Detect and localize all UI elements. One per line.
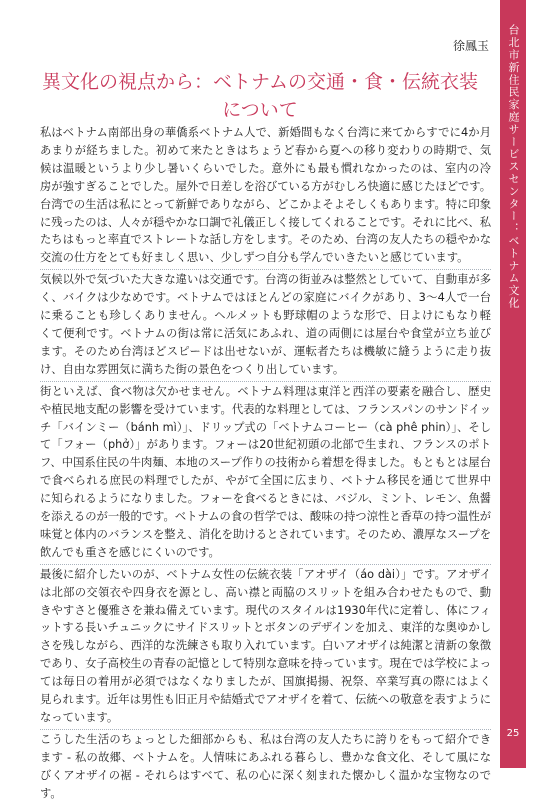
author-name: 徐鳳玉 — [452, 39, 489, 53]
side-tab-label: 台北市新住民家庭サービスセンター：ベトナム文化 — [507, 24, 520, 310]
paragraph-conclusion: こうした生活のちょっとした細部からも、私は台湾の友人たちに誇りをもって紹介できます - 私の故郷、ベトナムを。人情味にあふれる暮らし、豊かな食文化、そして風になびくアオザイの裾 - それらはすべて、私の心に深く刻まれた懐かしく温かな宝物なのです。 — [40, 732, 491, 800]
page-number: 25 — [506, 728, 520, 739]
paragraph-ao-dai: 最後に紹介したいのが、ベトナム女性の伝統衣装「アオザイ（áo dài）」です。アオザイは北部の交領衣や四身衣を源とし、高い襟と両脇のスリットを組み合わせたもので、動きやすさと優雅さを兼ね備えています。現代のスタイルは1930年代に定着し、体にフィットする長いチュニックにサイドスリットとボタンのデザインを加え、東洋的な奥ゆかしさを残しながら、西洋的な洗練さも取り入れています。白いアオザイは純潔と清新の象徴であり、女子高校生の青春の記憶として特別な意味を持っています。現在では学校によっては毎日の着用が必須ではなくなりましたが、国旗掲揚、祝祭、卒業写真の際にはよく見られます。近年は男性も旧正月や結婚式でアオザイを着て、伝統への敬意を表すようになっています。 — [40, 565, 491, 730]
article-title: 異文化の視点から：ベトナムの交通・食・伝統衣装について — [41, 70, 479, 121]
paragraph-intro: 私はベトナム南部出身の華僑系ベトナム人で、新婚間もなく台湾に来てからすでに4か月あまりが経ちました。初めて来たときはちょうど春から夏への移り変わりの時期で、気候は温暖というより少し暑いくらいでした。意外にも最も慣れなかったのは、室内の冷房が強すぎることでした。屋外で日差しを浴びている方がむしろ快適に感じたほどです。台湾での生活は私にとって新鮮でありながら、どこかよそよそしくもあります。特に印象に残ったのは、人々が穏やかな口調で礼儀正しく接してくれることです。それに比べ、私たちはもっと率直でストレートな話し方をします。そのため、台湾の友人たちの穏やかな交流の仕方をとても好ましく思い、少しずつ自分も学んでいきたいと感じています。 — [40, 123, 491, 270]
paragraph-food: 街といえば、食べ物は欠かせません。ベトナム料理は東洋と西洋の要素を融合し、歴史や植民地支配の影響を受けています。代表的な料理としては、フランスパンのサンドイッチ「バインミー（bánh mì）」、ドリップ式の「ベトナムコーヒー（cà phê phin）」、そして「フォー（phở）」があります。フォーは20世紀初頭の北部で生まれ、フランスのポトフ、中国系住民の牛肉麺、本地のスープ作りの技術から着想を得ました。もともとは屋台で食べられる庶民の料理でしたが、やがて全国に広まり、ベトナム移民を通じて世界中に知られるようになりました。フォーを食べるときには、バジル、ミント、レモン、魚醤を添えるのが一般的です。ベトナムの食の哲学では、酸味の持つ涼性と香草の持つ温性が味覚と体内のバランスを整え、消化を助けるとされています。そのため、濃厚なスープを飲んでも重さを感じにくいのです。 — [40, 382, 491, 565]
paragraph-transport: 気候以外で気づいた大きな違いは交通です。台湾の街並みは整然としていて、自動車が多く、バイクは少なめです。ベトナムではほとんどの家庭にバイクがあり、3～4人で一台に乗ることも珍しくありません。ヘルメットも野球帽のような形で、日よけにもなり軽くて便利です。ベトナムの街は常に活気にあふれ、道の両側には屋台や食堂が立ち並びます。そのため台湾ほどスピードは出せないが、運転者たちは機敏に縫うように走り抜け、自由な雰囲気に満ちた街の景色をつくり出しています。 — [40, 270, 491, 381]
article-body — [40, 123, 491, 805]
